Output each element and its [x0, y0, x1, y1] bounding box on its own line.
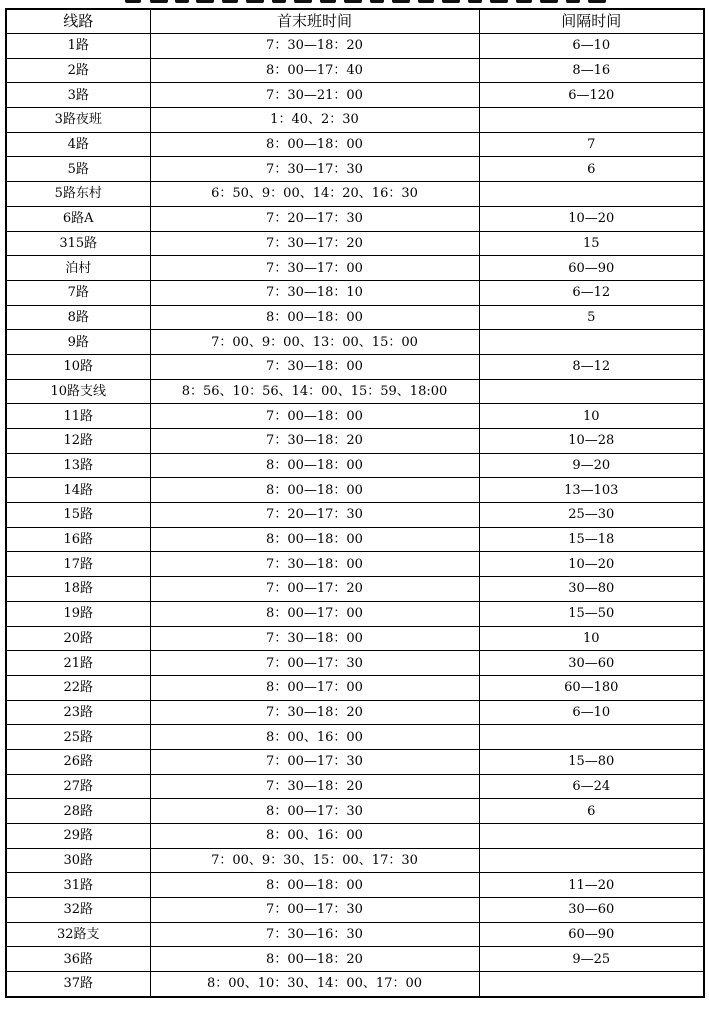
table-row	[6, 453, 704, 478]
time-cell: 6：50、9：00、14：20、16：30	[150, 182, 479, 207]
table-row	[6, 848, 704, 873]
table-row	[6, 478, 704, 503]
interval-cell	[479, 824, 704, 849]
route-cell: 15路	[6, 503, 150, 528]
interval-cell: 30—60	[479, 651, 704, 676]
time-cell: 7：20—17：30	[150, 206, 479, 231]
table-row	[6, 429, 704, 454]
table-row	[6, 354, 704, 379]
time-cell: 7：00—17：30	[150, 749, 479, 774]
table-row	[6, 873, 704, 898]
table-row	[6, 404, 704, 429]
route-cell: 9路	[6, 330, 150, 355]
route-cell: 14路	[6, 478, 150, 503]
interval-cell: 60—90	[479, 256, 704, 281]
interval-cell: 10—20	[479, 206, 704, 231]
interval-cell: 9—25	[479, 947, 704, 972]
route-cell: 28路	[6, 799, 150, 824]
route-cell: 23路	[6, 700, 150, 725]
table-row	[6, 651, 704, 676]
interval-cell	[479, 108, 704, 133]
time-cell: 8：00、16：00	[150, 824, 479, 849]
header-route: 线路	[6, 9, 150, 34]
route-cell: 21路	[6, 651, 150, 676]
route-cell: 36路	[6, 947, 150, 972]
route-cell: 17路	[6, 552, 150, 577]
table-row	[6, 898, 704, 923]
interval-cell	[479, 972, 704, 997]
route-cell: 32路	[6, 898, 150, 923]
time-cell: 8：00—18：20	[150, 947, 479, 972]
bus-schedule-table	[5, 8, 705, 998]
route-cell: 3路	[6, 83, 150, 108]
time-cell: 7：30—18：10	[150, 280, 479, 305]
interval-cell: 7	[479, 132, 704, 157]
time-cell: 8：56、10：56、14：00、15：59、18:00	[150, 379, 479, 404]
interval-cell: 15—80	[479, 749, 704, 774]
interval-cell: 10—28	[479, 429, 704, 454]
table-row	[6, 503, 704, 528]
route-cell: 1路	[6, 34, 150, 59]
interval-cell: 6—12	[479, 280, 704, 305]
time-cell: 7：30—16：30	[150, 922, 479, 947]
table-row	[6, 379, 704, 404]
time-cell: 8：00—18：00	[150, 305, 479, 330]
time-cell: 7：30—18：00	[150, 626, 479, 651]
interval-cell: 10	[479, 404, 704, 429]
time-cell: 7：30—18：00	[150, 552, 479, 577]
table-row	[6, 206, 704, 231]
interval-cell: 9—20	[479, 453, 704, 478]
interval-cell: 15—18	[479, 527, 704, 552]
route-cell: 37路	[6, 972, 150, 997]
interval-cell	[479, 725, 704, 750]
time-cell: 8：00—18：00	[150, 453, 479, 478]
time-cell: 8：00—18：00	[150, 527, 479, 552]
route-cell: 31路	[6, 873, 150, 898]
cropped-title-strip	[0, 0, 709, 8]
table-row	[6, 552, 704, 577]
time-cell: 7：30—18：20	[150, 700, 479, 725]
interval-cell: 60—90	[479, 922, 704, 947]
interval-cell: 25—30	[479, 503, 704, 528]
route-cell: 29路	[6, 824, 150, 849]
time-cell: 8：00、10：30、14：00、17：00	[150, 972, 479, 997]
table-row	[6, 34, 704, 59]
time-cell: 8：00—18：00	[150, 873, 479, 898]
route-cell: 30路	[6, 848, 150, 873]
table-row	[6, 725, 704, 750]
time-cell: 7：30—18：20	[150, 34, 479, 59]
table-row	[6, 231, 704, 256]
table-row	[6, 700, 704, 725]
table-row	[6, 182, 704, 207]
route-cell: 7路	[6, 280, 150, 305]
route-cell: 泊村	[6, 256, 150, 281]
time-cell: 7：30—17：00	[150, 256, 479, 281]
interval-cell: 6—120	[479, 83, 704, 108]
table-row	[6, 799, 704, 824]
interval-cell: 6—10	[479, 700, 704, 725]
route-cell: 4路	[6, 132, 150, 157]
table-row	[6, 83, 704, 108]
interval-cell: 30—60	[479, 898, 704, 923]
route-cell: 10路支线	[6, 379, 150, 404]
table-row	[6, 58, 704, 83]
time-cell: 8：00—17：30	[150, 799, 479, 824]
interval-cell: 6—24	[479, 774, 704, 799]
interval-cell: 10—20	[479, 552, 704, 577]
route-cell: 32路支	[6, 922, 150, 947]
time-cell: 8：00、16：00	[150, 725, 479, 750]
route-cell: 27路	[6, 774, 150, 799]
table-row	[6, 749, 704, 774]
route-cell: 11路	[6, 404, 150, 429]
route-cell: 26路	[6, 749, 150, 774]
route-cell: 315路	[6, 231, 150, 256]
route-cell: 20路	[6, 626, 150, 651]
time-cell: 7：30—18：20	[150, 774, 479, 799]
interval-cell: 30—80	[479, 577, 704, 602]
table-row	[6, 922, 704, 947]
route-cell: 12路	[6, 429, 150, 454]
table-row	[6, 157, 704, 182]
interval-cell: 6—10	[479, 34, 704, 59]
interval-cell	[479, 848, 704, 873]
interval-cell: 15—50	[479, 601, 704, 626]
time-cell: 1：40、2：30	[150, 108, 479, 133]
route-cell: 6路A	[6, 206, 150, 231]
table-row	[6, 527, 704, 552]
interval-cell: 5	[479, 305, 704, 330]
interval-cell: 8—12	[479, 354, 704, 379]
table-row	[6, 824, 704, 849]
table-header-row	[6, 9, 704, 34]
table-row	[6, 774, 704, 799]
time-cell: 7：00、9：30、15：00、17：30	[150, 848, 479, 873]
time-cell: 7：00—17：30	[150, 651, 479, 676]
route-cell: 10路	[6, 354, 150, 379]
table-row	[6, 256, 704, 281]
table-row	[6, 132, 704, 157]
interval-cell: 11—20	[479, 873, 704, 898]
table-row	[6, 577, 704, 602]
interval-cell: 13—103	[479, 478, 704, 503]
route-cell: 3路夜班	[6, 108, 150, 133]
header-first-last-time: 首末班时间	[150, 9, 479, 34]
time-cell: 7：30—18：00	[150, 354, 479, 379]
time-cell: 7：20—17：30	[150, 503, 479, 528]
time-cell: 7：30—17：30	[150, 157, 479, 182]
interval-cell: 15	[479, 231, 704, 256]
route-cell: 25路	[6, 725, 150, 750]
route-cell: 19路	[6, 601, 150, 626]
interval-cell	[479, 182, 704, 207]
table-row	[6, 601, 704, 626]
route-cell: 8路	[6, 305, 150, 330]
table-row	[6, 330, 704, 355]
interval-cell: 6	[479, 157, 704, 182]
table-row	[6, 675, 704, 700]
table-row	[6, 280, 704, 305]
route-cell: 13路	[6, 453, 150, 478]
time-cell: 7：00—17：30	[150, 898, 479, 923]
time-cell: 7：00、9：00、13：00、15：00	[150, 330, 479, 355]
time-cell: 8：00—18：00	[150, 132, 479, 157]
table-row	[6, 626, 704, 651]
interval-cell: 6	[479, 799, 704, 824]
time-cell: 7：00—17：20	[150, 577, 479, 602]
interval-cell	[479, 330, 704, 355]
route-cell: 18路	[6, 577, 150, 602]
route-cell: 5路东村	[6, 182, 150, 207]
route-cell: 16路	[6, 527, 150, 552]
table-row	[6, 108, 704, 133]
interval-cell	[479, 379, 704, 404]
interval-cell: 10	[479, 626, 704, 651]
time-cell: 7：30—21：00	[150, 83, 479, 108]
interval-cell: 8—16	[479, 58, 704, 83]
interval-cell: 60—180	[479, 675, 704, 700]
time-cell: 8：00—17：00	[150, 601, 479, 626]
time-cell: 8：00—17：00	[150, 675, 479, 700]
table-row	[6, 972, 704, 997]
route-cell: 2路	[6, 58, 150, 83]
time-cell: 8：00—18：00	[150, 478, 479, 503]
header-interval: 间隔时间	[479, 9, 704, 34]
time-cell: 7：30—17：20	[150, 231, 479, 256]
table-row	[6, 305, 704, 330]
time-cell: 8：00—17：40	[150, 58, 479, 83]
table-row	[6, 947, 704, 972]
route-cell: 5路	[6, 157, 150, 182]
route-cell: 22路	[6, 675, 150, 700]
time-cell: 7：30—18：20	[150, 429, 479, 454]
time-cell: 7：00—18：00	[150, 404, 479, 429]
